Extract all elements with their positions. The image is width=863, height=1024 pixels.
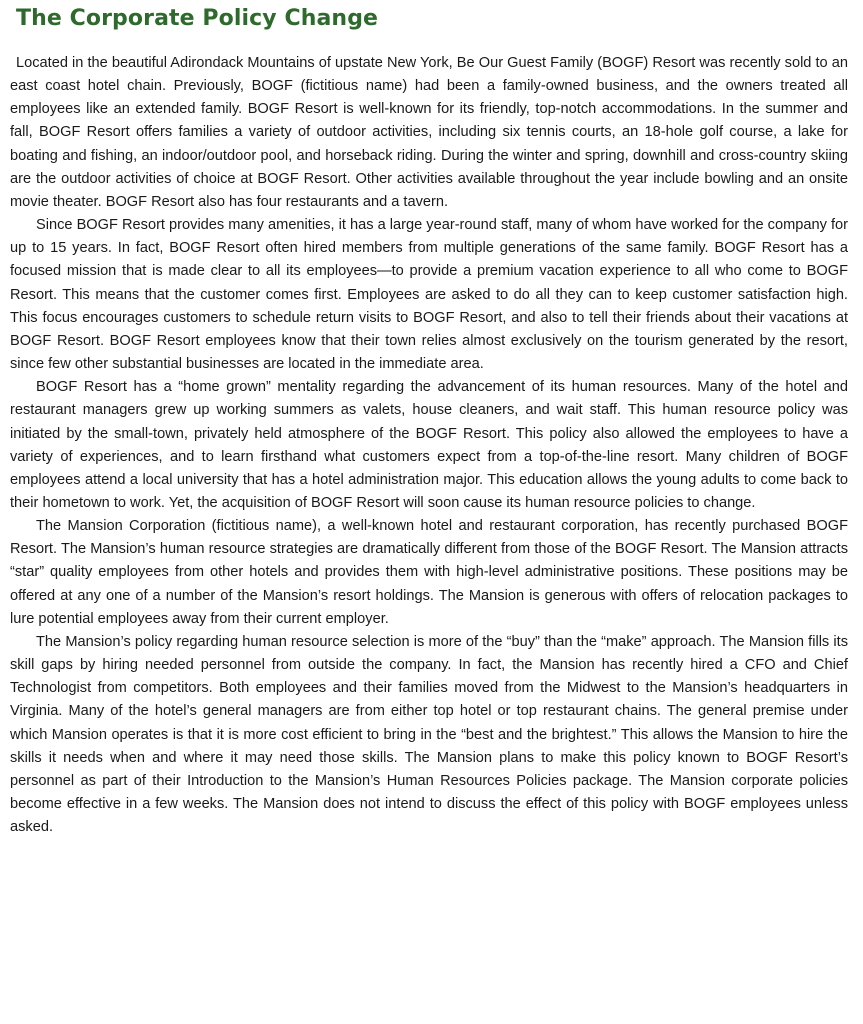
page-title: The Corporate Policy Change: [16, 6, 379, 31]
paragraph-mansion-selection-policy: The Mansion’s policy regarding human resource selection is more of the “buy” than the “make” approach. The Mansion fills its skill gaps by hiring needed personnel from outside the company. In fact, the Mansion has recently hired a CFO and Chief Technologist from competitors. Both employees and their families moved from the Midwest to the Mansion’s headquarters in Virginia. Many of the hotel’s general managers are from either top hotel or top restaurant chains. The general premise under which Mansion operates is that it is more cost efficient to bring in the “best and the brightest.” This allows the Mansion to hire the skills it needs when and where it may need those skills. The Mansion plans to make this policy known to BOGF Resort’s personnel as part of their Introduction to the Mansion’s Human Resources Policies package. The Mansion corporate policies become effective in a few weeks. The Mansion does not intend to discuss the effect of this policy with BOGF employees unless asked.: [10, 633, 848, 836]
paragraph-staff-and-mission: Since BOGF Resort provides many amenities, it has a large year-round staff, many of whom have worked for the company for up to 15 years. In fact, BOGF Resort often hired members from multiple generations of the same family. BOGF Resort has a focused mission that is made clear to all its employees—to provide a premium vacation experience to all who come to BOGF Resort. This means that the customer comes first. Employees are asked to do all they can to keep customer satisfaction high. This focus encourages customers to schedule return visits to BOGF Resort, and also to tell their friends about their vacations at BOGF Resort. BOGF Resort employees know that their town relies almost exclusively on the tourism generated by the resort, since few other substantial businesses are located in the immediate area.: [10, 217, 848, 373]
document-body: [10, 52, 848, 839]
paragraph-home-grown-policy: BOGF Resort has a “home grown” mentality regarding the advancement of its human resources. Many of the hotel and restaurant managers grew up working summers as valets, house cleaners, and wait staff. This human resource policy was initiated by the small-town, privately held atmosphere of the BOGF Resort. This policy also allowed the employees to have a variety of experiences, and to learn firsthand what customers expect from a top-of-the-line resort. Many children of BOGF employees attend a local university that has a hotel administration major. This education allows the young adults to come back to their hometown to work. Yet, the acquisition of BOGF Resort will soon cause its human resource policies to change.: [10, 379, 848, 511]
paragraph-bogf-resort-intro: Located in the beautiful Adirondack Mountains of upstate New York, Be Our Guest Family (BOGF) Resort was recently sold to an east coast hotel chain. Previously, BOGF (fictitious name) had been a family-owned business, and the owners treated all employees like an extended family. BOGF Resort is well-known for its friendly, top-notch accommodations. In the summer and fall, BOGF Resort offers families a variety of outdoor activities, including six tennis courts, an 18-hole golf course, a lake for boating and fishing, an indoor/outdoor pool, and horseback riding. During the winter and spring, downhill and cross-country skiing are the outdoor activities of choice at BOGF Resort. Other activities available throughout the year include bowling and an onsite movie theater. BOGF Resort also has four restaurants and a tavern.: [10, 55, 848, 210]
paragraph-mansion-corporation: The Mansion Corporation (fictitious name), a well-known hotel and restaurant corporation, has recently purchased BOGF Resort. The Mansion’s human resource strategies are dramatically different from those of the BOGF Resort. The Mansion attracts “star” quality employees from other hotels and provides them with high-level administrative positions. These positions may be offered at any one of a number of the Mansion’s resort holdings. The Mansion is generous with offers of relocation packages to lure potential employees away from their current employer.: [10, 518, 848, 627]
